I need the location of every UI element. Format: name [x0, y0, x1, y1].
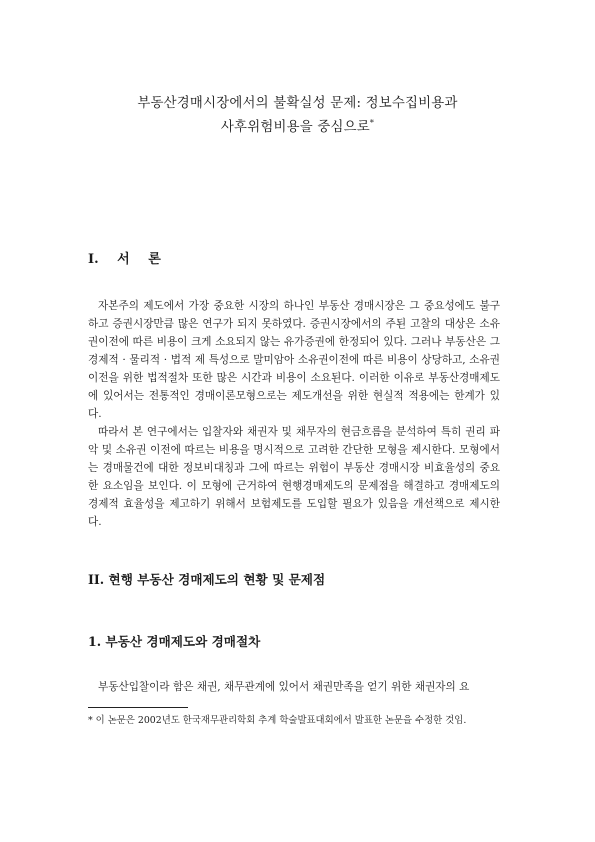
- title-footnote-mark: *: [369, 118, 375, 128]
- footnote-separator: [88, 707, 188, 708]
- introduction-body: [88, 297, 500, 531]
- paper-title: [60, 92, 535, 140]
- subsection-1-body: [88, 678, 500, 696]
- intro-paragraph-2: 따라서 본 연구에서는 입찰자와 채권자 및 채무자의 현금흐름을 분석하여 특히 권리 파악 및 소유권 이전에 따르는 비용을 명시적으로 고려한 간단한 모형을 제시한다. 모형에서는 경매물건에 대한 정보비대칭과 그에 따르는 위험이 부동산 경매시장 비효율성의 중요한 요소임을 보인다. 이 모형에 근거하여 현행경매제도의 문제점을 해결하고 경매제도의 경제적 효율성을 제고하기 위해서 보험제도를 도입할 필요가 있음을 개선책으로 제시한다.: [88, 426, 500, 528]
- title-line-2: [60, 116, 535, 140]
- section-heading-introduction: I. 서 론: [88, 252, 161, 267]
- footnote-mark: *: [88, 715, 93, 726]
- section-heading-2: II. 현행 부동산 경매제도의 현황 및 문제점: [88, 572, 326, 587]
- title-line-2-text: 사후위험비용을 중심으로: [220, 120, 370, 135]
- title-line-1: 부동산경매시장에서의 불확실성 문제: 정보수집비용과: [137, 96, 458, 111]
- footnote-text: 이 논문은 2002년도 한국재무관리학회 추계 학술발표대회에서 발표한 논문을 수정한 것임.: [95, 715, 467, 726]
- footnote: [88, 713, 515, 728]
- subsection-1-paragraph: 부동산입찰이라 함은 채권, 채무관계에 있어서 채권만족을 얻기 위한 채권자의 요: [98, 681, 470, 693]
- intro-paragraph-1: 자본주의 제도에서 가장 중요한 시장의 하나인 부동산 경매시장은 그 중요성에도 불구하고 증권시장만큼 많은 연구가 되지 못하였다. 증권시장에서의 주된 고찰의 대상은 소유권이전에 따른 비용이 크게 소요되지 않는 유가증권에 한정되어 있다. 그러나 부동산은 그 경제적 · 물리적 · 법적 제 특성으로 말미암아 소유권이전에 따른 비용이 상당하고, 소유권이전을 위한 법적절차 또한 많은 시간과 비용이 소요된다. 이러한 이유로 부동산경매제도에 있어서는 전통적인 경매이론모형으로는 제도개선을 위한 현실적 적용에는 한계가 있다.: [88, 300, 500, 420]
- subsection-heading-1: 1. 부동산 경매제도와 경매절차: [88, 634, 261, 649]
